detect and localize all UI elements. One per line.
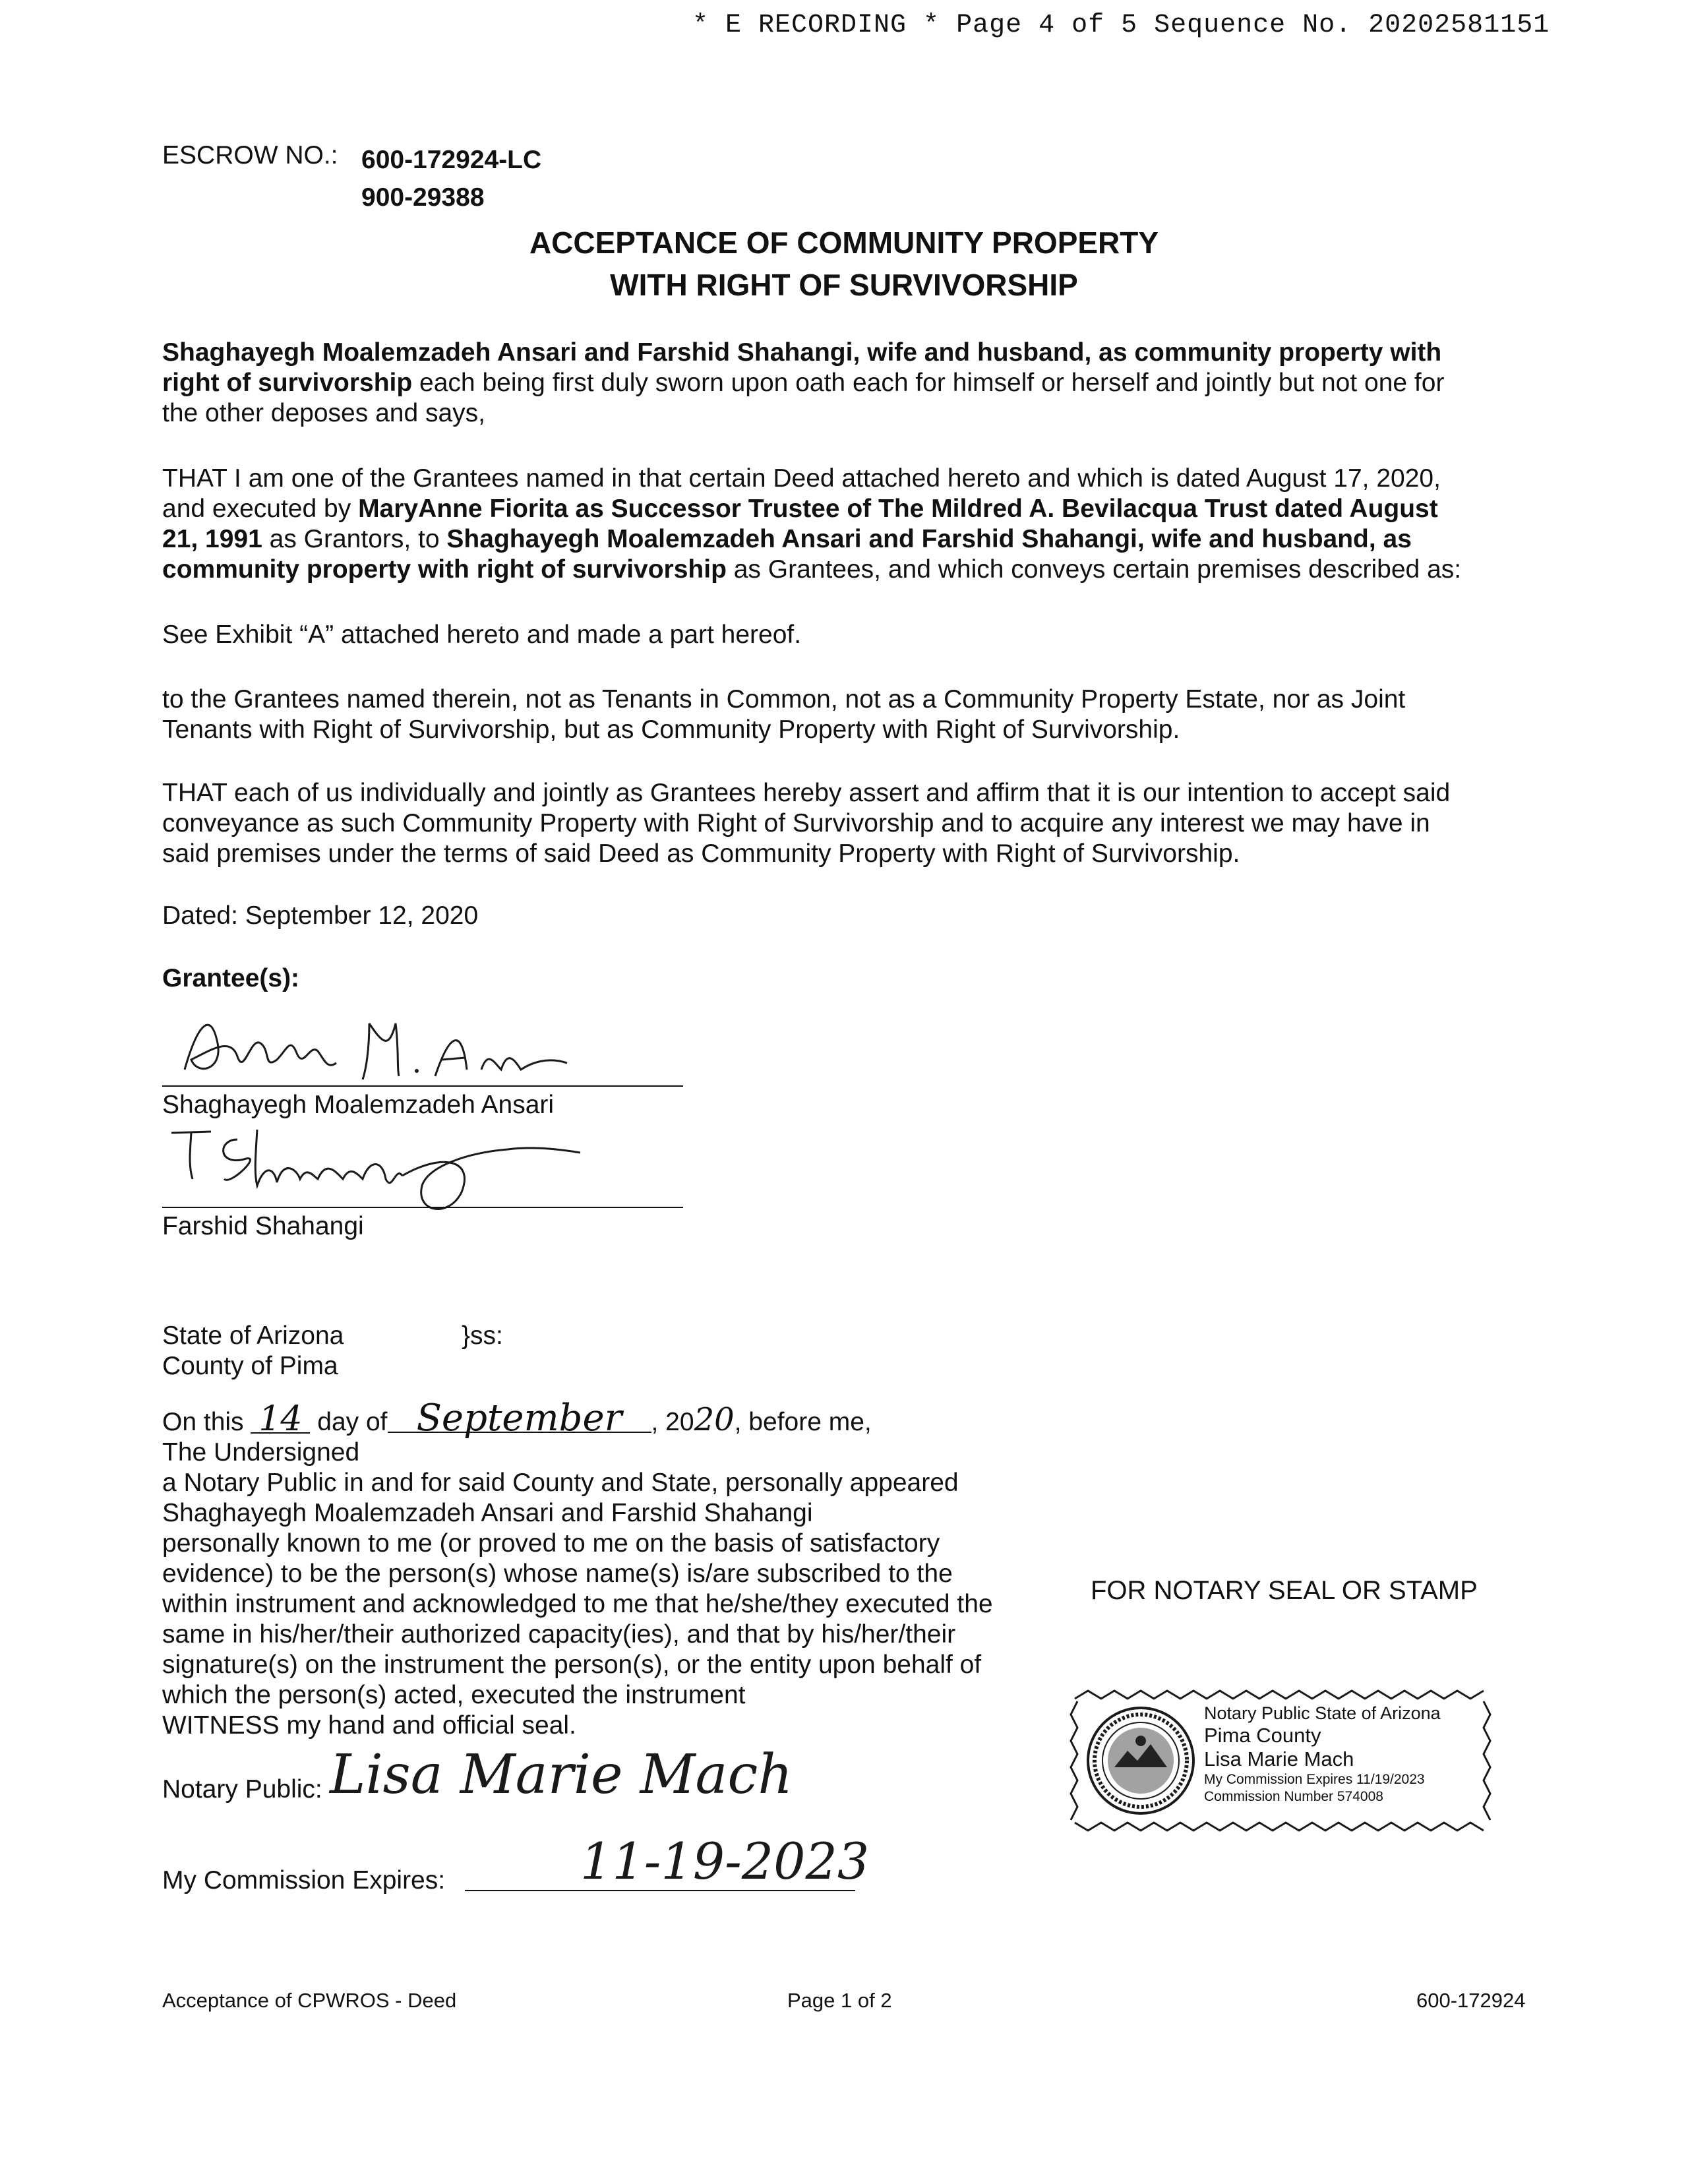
ack-line9: signature(s) on the instrument the person(s), or the entity upon behalf of [162,1651,982,1679]
commission-date-handwritten: 11-19-2023 [580,1832,870,1891]
ack-line6: evidence) to be the person(s) whose name(s) is/are subscribed to the [162,1560,953,1588]
para2-line3-bold-c: Shaghayegh Moalemzadeh Ansari and Farshid Shahangi, wife and husband, as [446,525,1412,553]
para2-line2-bold: MaryAnne Fiorita as Successor Trustee of The Mildred A. Bevilacqua Trust dated August [358,495,1438,523]
signature-line-2 [162,1207,683,1208]
para2-line2 [162,494,1531,524]
grantee-name-1: Shaghayegh Moalemzadeh Ansari [162,1091,555,1119]
para1-line3: the other deposes and says, [162,399,485,427]
ack-day-of: day of [317,1408,388,1436]
ack-line2: The Undersigned [162,1438,360,1467]
ack-line5: personally known to me (or proved to me on the basis of satisfactory [162,1529,940,1558]
ack-line4: Shaghayegh Moalemzadeh Ansari and Farshid Shahangi [162,1499,813,1527]
signature-line-1 [162,1085,683,1087]
para4-line1: to the Grantees named therein, not as Tenants in Common, not as a Community Property Estate, nor as Joint [162,685,1406,713]
para2-line2-a: and executed by [162,495,359,523]
stamp-line-5: Commission Number 574008 [1204,1789,1383,1804]
para1-line1: Shaghayegh Moalemzadeh Ansari and Farshid Shahangi, wife and husband, as community property with [162,338,1442,367]
ack-on-this: On this [162,1408,244,1436]
para1-line2 [162,368,1531,398]
para2-line1: THAT I am one of the Grantees named in that certain Deed attached hereto and which is dated August 17, 2020, [162,464,1441,493]
notary-signature: Lisa Marie Mach [330,1744,793,1806]
signature-grantee-2 [165,1113,587,1225]
grantee-name-2: Farshid Shahangi [162,1212,364,1240]
ack-line10: which the person(s) acted, executed the instrument [162,1681,746,1709]
signature-grantee-1 [171,997,580,1096]
ack-month-handwritten: September [388,1405,651,1433]
stamp-line-3: Lisa Marie Mach [1204,1747,1354,1771]
venue-ss: }ss: [462,1321,503,1350]
stamp-line-2: Pima County [1204,1724,1321,1747]
footer-page-number: Page 1 of 2 [787,1989,892,2012]
commission-expires-label: My Commission Expires: [162,1866,446,1895]
venue-block [162,1321,344,1381]
stamp-line-4: My Commission Expires 11/19/2023 [1204,1772,1425,1787]
para5-line3: said premises under the terms of said Deed as Community Property with Right of Survivorship. [162,839,1240,868]
paragraph-deed-reference [162,464,1531,585]
venue-county: County of Pima [162,1352,338,1380]
para1-line2-bold: right of survivorship [162,369,413,397]
ack-year-prefix: , 20 [651,1408,694,1436]
para2-line3-bold-a: 21, 1991 [162,525,262,553]
title-line-1: ACCEPTANCE OF COMMUNITY PROPERTY [529,226,1159,260]
document-title [0,222,1688,306]
notary-acknowledgment [162,1397,993,1741]
para1-line2-rest: each being first duly sworn upon oath each for himself or herself and jointly but not one for [412,369,1445,397]
escrow-numbers [361,141,541,216]
ack-line1 [162,1397,993,1440]
paragraph-tenancy [162,684,1531,745]
ack-day-handwritten: 14 [251,1406,310,1434]
notary-stamp [1068,1688,1494,1833]
ack-line3: a Notary Public in and for said County and State, personally appeared [162,1469,959,1497]
dated-line: Dated: September 12, 2020 [162,901,479,930]
stamp-line-1: Notary Public State of Arizona [1204,1703,1441,1723]
para2-line4-rest: as Grantees, and which conveys certain premises described as: [726,555,1462,584]
ack-line7: within instrument and acknowledged to me that he/she/they executed the [162,1590,993,1618]
para2-line4 [162,555,1531,585]
paragraph-affirmation [162,778,1531,869]
ack-year-handwritten: 20 [694,1401,735,1438]
title-line-2: WITH RIGHT OF SURVIVORSHIP [610,268,1078,302]
notary-public-label: Notary Public: [162,1775,322,1804]
para2-line3 [162,524,1531,555]
para4-line2: Tenants with Right of Survivorship, but as Community Property with Right of Survivorship. [162,715,1180,744]
venue-state: State of Arizona [162,1321,344,1350]
para2-line3-b: as Grantors, to [262,525,447,553]
paragraph-exhibit: See Exhibit “A” attached hereto and made a part hereof. [162,621,802,649]
ack-line8: same in his/her/their authorized capacity(ies), and that by his/her/their [162,1620,956,1649]
footer-left: Acceptance of CPWROS - Deed [162,1989,457,2012]
footer-right: 600-172924 [1416,1989,1526,2012]
escrow-label: ESCROW NO.: [162,141,338,169]
stamp-text [1204,1703,1441,1805]
para2-line4-bold: community property with right of survivorship [162,555,727,584]
recording-header: * E RECORDING * Page 4 of 5 Sequence No. 20202581151 [692,11,1550,40]
para5-line1: THAT each of us individually and jointly as Grantees hereby assert and affirm that it is our intention to accept said [162,779,1451,807]
grantees-label: Grantee(s): [162,964,300,992]
para5-line2: conveyance as such Community Property with Right of Survivorship and to acquire any interest we may have in [162,809,1430,837]
paragraph-grantees-oath [162,338,1531,429]
escrow-number-secondary: 900-29388 [361,183,485,212]
ack-line11: WITNESS my hand and official seal. [162,1711,576,1740]
ack-before-me: , before me, [734,1408,872,1436]
notary-seal-label: FOR NOTARY SEAL OR STAMP [1091,1576,1478,1605]
escrow-number-primary: 600-172924-LC [361,146,542,174]
arizona-seal-icon [1088,1708,1193,1813]
